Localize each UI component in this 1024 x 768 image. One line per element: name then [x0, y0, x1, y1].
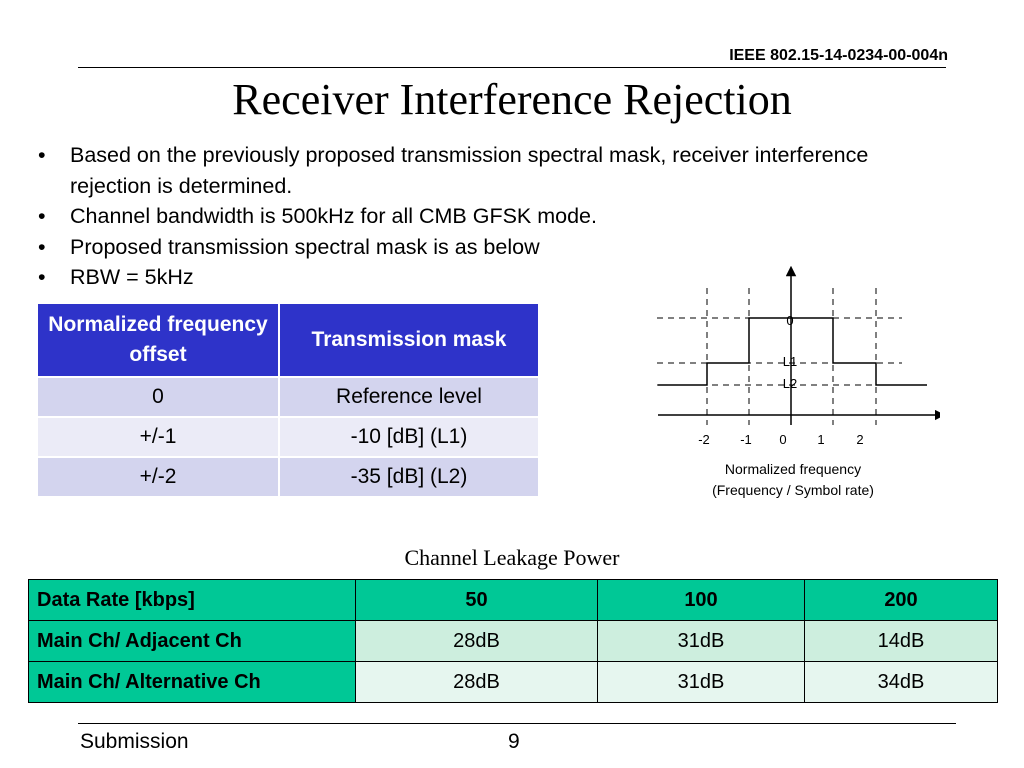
- document-id: IEEE 802.15-14-0234-00-004n: [729, 47, 948, 64]
- bullet-item: • RBW = 5kHz: [36, 262, 916, 293]
- figure-caption: Normalized frequency: [724, 461, 862, 477]
- mask-cell: +/-1: [37, 417, 279, 457]
- table-row: [29, 580, 998, 621]
- mask-header-mask: Transmission mask: [279, 303, 539, 377]
- footer-rule: [78, 723, 956, 724]
- mask-header-offset: Normalized frequency offset: [37, 303, 279, 377]
- tick-label: 1: [817, 432, 825, 447]
- mask-cell: Reference level: [279, 377, 539, 417]
- leak-row-label: Main Ch/ Alternative Ch: [29, 662, 356, 703]
- leak-header-cell: 50: [356, 580, 598, 621]
- mask-table: [36, 302, 540, 498]
- table-row: [37, 377, 539, 417]
- leak-header-cell: Data Rate [kbps]: [29, 580, 356, 621]
- tick-label: -2: [698, 432, 710, 447]
- mask-cell: +/-2: [37, 457, 279, 497]
- table-row: [29, 662, 998, 703]
- mask-cell: 0: [37, 377, 279, 417]
- leak-cell: 28dB: [356, 621, 598, 662]
- spectral-mask-diagram: [640, 265, 940, 505]
- footer-submission: Submission: [80, 730, 189, 753]
- page-number: 9: [508, 730, 520, 753]
- leak-cell: 34dB: [805, 662, 998, 703]
- mask-outline: [658, 318, 927, 385]
- level-label: L1: [782, 354, 798, 369]
- tick-label: 0: [779, 432, 787, 447]
- grid-lines: [657, 288, 902, 425]
- level-label: L2: [782, 376, 798, 391]
- tick-label: 2: [856, 432, 864, 447]
- table-row: [37, 417, 539, 457]
- leakage-table: [28, 579, 998, 703]
- leak-cell: 31dB: [598, 662, 805, 703]
- table-row: [29, 621, 998, 662]
- mask-cell: -35 [dB] (L2): [279, 457, 539, 497]
- leak-cell: 14dB: [805, 621, 998, 662]
- leakage-caption: Channel Leakage Power: [404, 545, 620, 570]
- bullet-item: • Proposed transmission spectral mask is as below: [36, 232, 916, 263]
- leak-row-label: Main Ch/ Adjacent Ch: [29, 621, 356, 662]
- slide-title: Receiver Interference Rejection: [232, 75, 792, 124]
- bullet-item: • Based on the previously proposed transmission spectral mask, receiver interference rejection is determined.: [36, 140, 916, 201]
- leak-header-cell: 200: [805, 580, 998, 621]
- leak-cell: 31dB: [598, 621, 805, 662]
- tick-label: -1: [740, 432, 752, 447]
- leak-cell: 28dB: [356, 662, 598, 703]
- bullet-item: • Channel bandwidth is 500kHz for all CMB GFSK mode.: [36, 201, 916, 232]
- table-row: [37, 457, 539, 497]
- mask-cell: -10 [dB] (L1): [279, 417, 539, 457]
- leak-header-cell: 100: [598, 580, 805, 621]
- level-label: 0: [786, 313, 794, 328]
- header-rule: [78, 67, 946, 68]
- figure-caption: (Frequency / Symbol rate): [712, 482, 874, 498]
